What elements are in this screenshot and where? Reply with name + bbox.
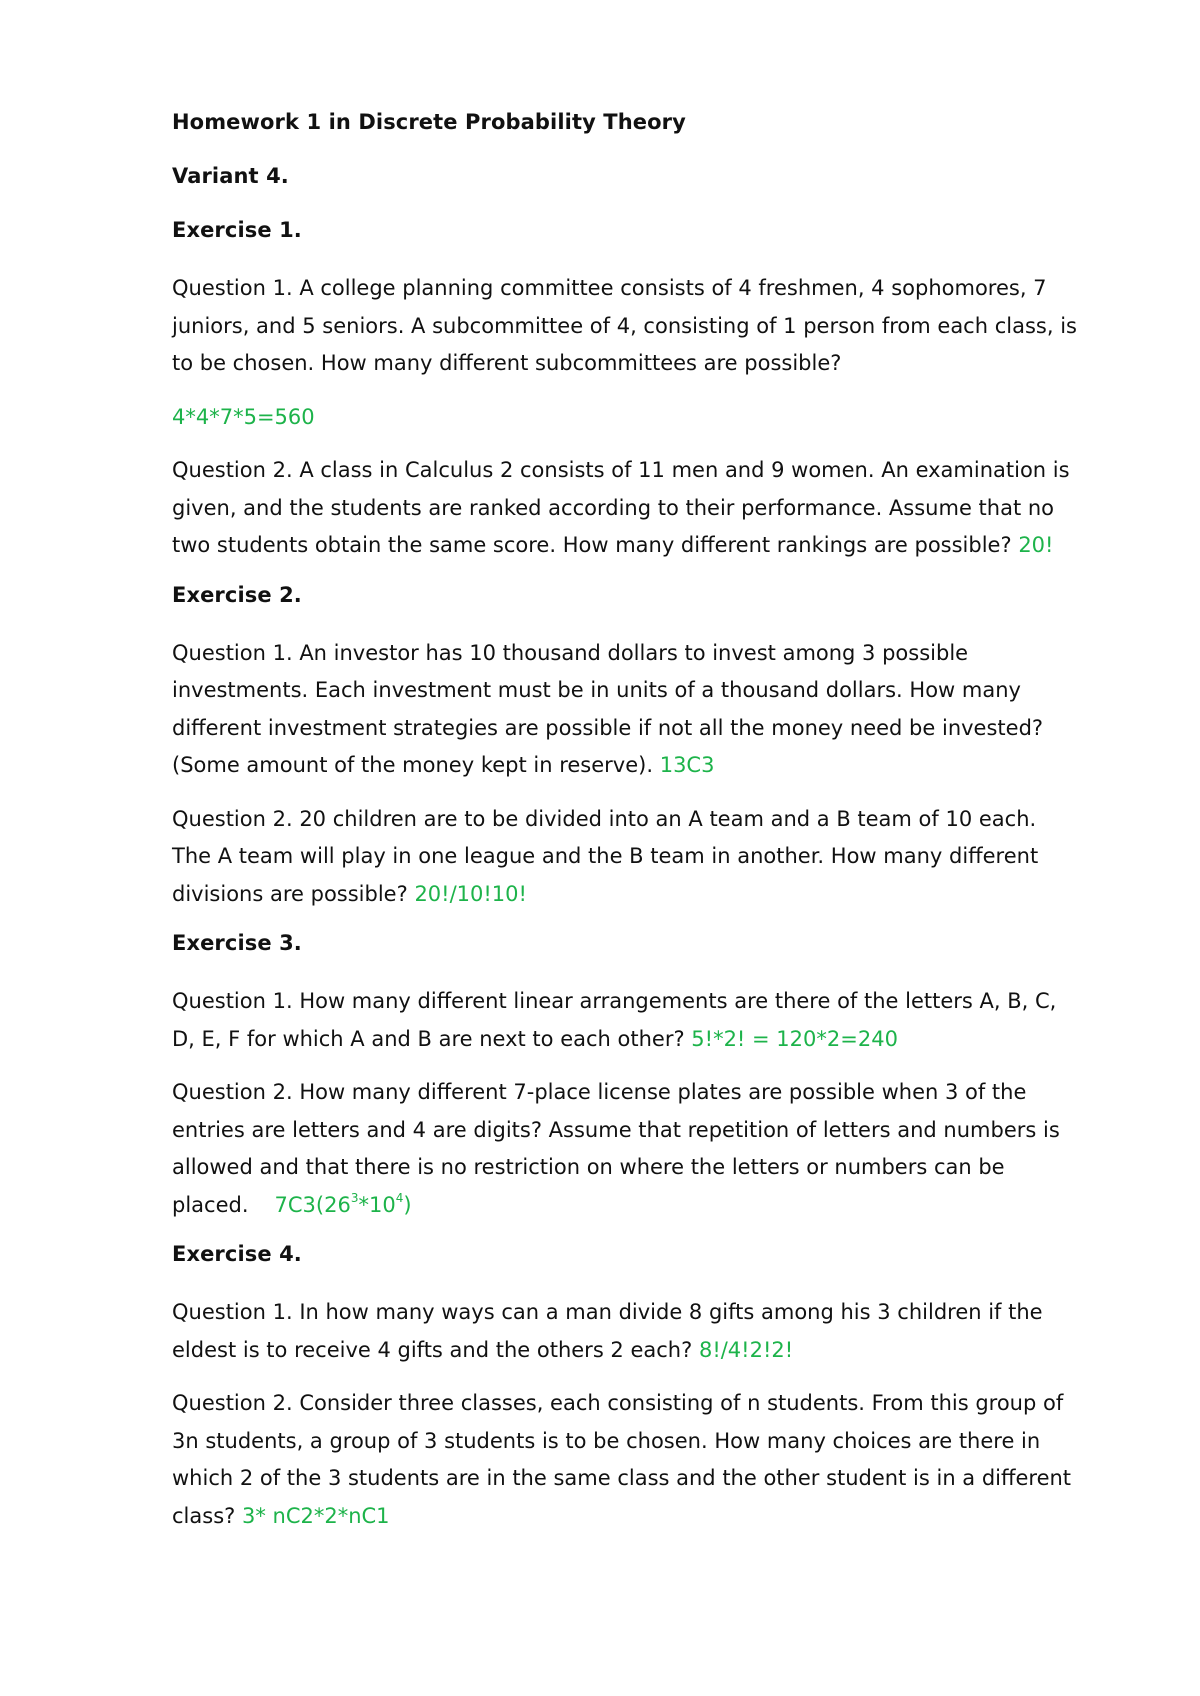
exercise-2-question-2 — [172, 801, 1080, 914]
exponent: 4 — [395, 1190, 404, 1205]
exercise-4-answer-2: 3* nC2*2*nC1 — [241, 1503, 390, 1528]
exercise-4-question-2 — [172, 1385, 1080, 1535]
exercise-3-question-2 — [172, 1074, 1080, 1224]
exercise-3-answer-2 — [274, 1190, 412, 1217]
exercise-2-heading: Exercise 2. — [172, 582, 302, 607]
exercise-2-answer-1: 13C3 — [659, 753, 715, 777]
exercise-1-answer-1: 4*4*7*5=560 — [172, 404, 315, 429]
question-text: Question 2. Consider three classes, each consisting of n students. From this group of 3n students, a group of 3 students is to be chosen. How many choices are there in which 2 of the 3 students are in the same class and the other student is in a different class? — [172, 1391, 1072, 1528]
question-text: Question 1. A college planning committee consists of 4 freshmen, 4 sophomores, 7 juniors, and 5 seniors. A subcommittee of 4, consisting of 1 person from each class, is to be chosen. How many different subcommittees are possible? — [172, 276, 1077, 375]
question-text: Question 2. A class in Calculus 2 consists of 11 men and 9 women. An examination is given, and the students are ranked according to their performance. Assume that no two students obtain the same score. How many different rankings are possible? — [172, 458, 1070, 557]
question-text: Question 1. In how many ways can a man divide 8 gifts among his 3 children if the eldest is to receive 4 gifts and the others 2 each? — [172, 1300, 1043, 1362]
answer-part: *10 — [358, 1192, 396, 1217]
exercise-4-answer-1: 8!/4!2!2! — [698, 1337, 794, 1362]
answer-part: 7C3(26 — [274, 1192, 351, 1217]
exercise-1-answer-2: 20! — [1018, 533, 1054, 557]
document-title: Homework 1 in Discrete Probability Theory — [172, 110, 686, 134]
question-text: Question 2. 20 children are to be divided into an A team and a B team of 10 each. The A team will play in one league and the B team in another. How many different divisions are possible? — [172, 806, 1039, 906]
exponent: 3 — [350, 1190, 359, 1205]
variant-label: Variant 4. — [172, 164, 289, 188]
answer-part: ) — [403, 1192, 412, 1217]
exercise-2-question-1 — [172, 635, 1080, 785]
exercise-1-question-2 — [172, 452, 1080, 565]
exercise-3-answer-1: 5!*2! = 120*2=240 — [691, 1026, 898, 1051]
exercise-1-heading: Exercise 1. — [172, 218, 302, 242]
exercise-3-question-1 — [172, 983, 1080, 1058]
question-text: Question 1. How many different linear arrangements are there of the letters A, B, C, D, E, F for which A and B are next to each other? — [172, 989, 1057, 1051]
exercise-3-heading: Exercise 3. — [172, 931, 302, 955]
exercise-4-question-1 — [172, 1294, 1080, 1369]
exercise-1-question-1 — [172, 270, 1080, 383]
question-text: Question 2. How many different 7-place license plates are possible when 3 of the entries are letters and 4 are digits? Assume that repetition of letters and numbers is allowed and that there is no restriction on where the letters or numbers can be placed. — [172, 1080, 1060, 1217]
question-text: Question 1. An investor has 10 thousand dollars to invest among 3 possible investments. Each investment must be in units of a thousand dollars. How many different investment strategies are possible if not all the money need be invested? (Some amount of the money kept in reserve). — [172, 640, 1044, 777]
exercise-4-heading: Exercise 4. — [172, 1242, 302, 1266]
exercise-2-answer-2: 20!/10!10! — [414, 881, 527, 906]
